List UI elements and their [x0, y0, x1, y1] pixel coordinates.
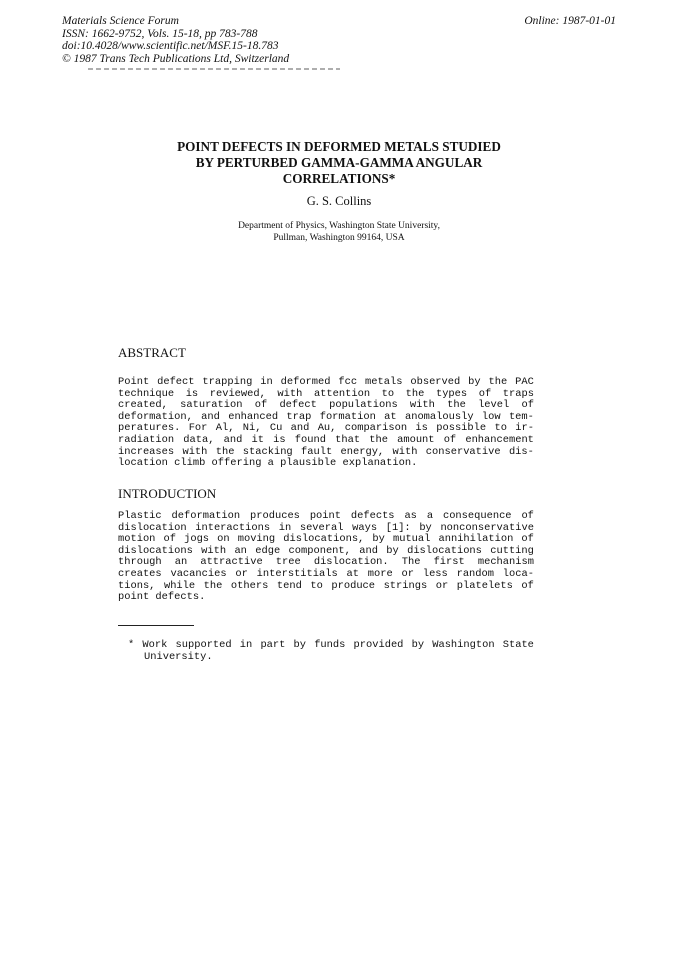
introduction-line: dislocation interactions in several ways [1]: by nonconservative [118, 521, 534, 534]
affiliation [0, 221, 678, 244]
introduction-line: point defects. [118, 591, 206, 604]
abstract-body [118, 377, 534, 470]
abstract-line: technique is reviewed, with attention to the types of traps [118, 387, 534, 400]
abstract-heading: ABSTRACT [118, 345, 186, 360]
abstract-line: radiation data, and it is found that the amount of enhancement [118, 433, 534, 446]
copyright-line: © 1987 Trans Tech Publications Ltd, Switzerland [62, 52, 290, 65]
introduction-line: motion of jogs on moving dislocations, by mutual annihilation of [118, 533, 534, 546]
issn-line: ISSN: 1662-9752, Vols. 15-18, pp 783-788 [62, 27, 258, 40]
journal-name: Materials Science Forum [62, 15, 179, 27]
title-line: CORRELATIONS* [282, 171, 396, 186]
footnote-rule [118, 625, 194, 626]
abstract-line: created, saturation of defect populations with the level of [118, 399, 534, 412]
abstract-line: location climb offering a plausible explanation. [118, 457, 418, 470]
publication-metadata [62, 15, 289, 65]
introduction-line: tions, while the others tend to produce strings or platelets of [118, 579, 534, 592]
footnote-line: University. [144, 650, 213, 663]
introduction-line: dislocations with an edge component, and by dislocations cutting [118, 544, 534, 557]
abstract-line: Point defect trapping in deformed fcc metals observed by the PAC [118, 376, 534, 388]
title-line: BY PERTURBED GAMMA-GAMMA ANGULAR [195, 155, 483, 170]
doi-line: doi:10.4028/www.scientific.net/MSF.15-18.783 [62, 40, 279, 53]
abstract-line: peratures. For Al, Ni, Cu and Au, comparison is possible to ir- [118, 422, 534, 435]
online-date: Online: 1987-01-01 [524, 15, 616, 27]
abstract-line: deformation, and enhanced trap formation at anomalously low tem- [118, 410, 534, 423]
introduction-line: creates vacancies or interstitials at more or less random loca- [118, 567, 534, 580]
scan-smudge-line [88, 68, 340, 70]
introduction-line: through an attractive tree dislocation. The first mechanism [118, 556, 534, 569]
title-line: POINT DEFECTS IN DEFORMED METALS STUDIED [177, 139, 501, 154]
introduction-line: Plastic deformation produces point defects as a consequence of [118, 510, 534, 522]
footnote-line: * Work supported in part by funds provided by Washington State [128, 639, 534, 651]
abstract-line: increases with the stacking fault energy, with conservative dis- [118, 445, 534, 458]
affiliation-line: Department of Physics, Washington State University, [238, 221, 440, 231]
introduction-heading: INTRODUCTION [118, 486, 217, 501]
footnote [128, 640, 534, 663]
introduction-body [118, 511, 534, 604]
paper-title [0, 139, 678, 187]
affiliation-line: Pullman, Washington 99164, USA [273, 232, 405, 243]
author-name: G. S. Collins [306, 194, 372, 208]
